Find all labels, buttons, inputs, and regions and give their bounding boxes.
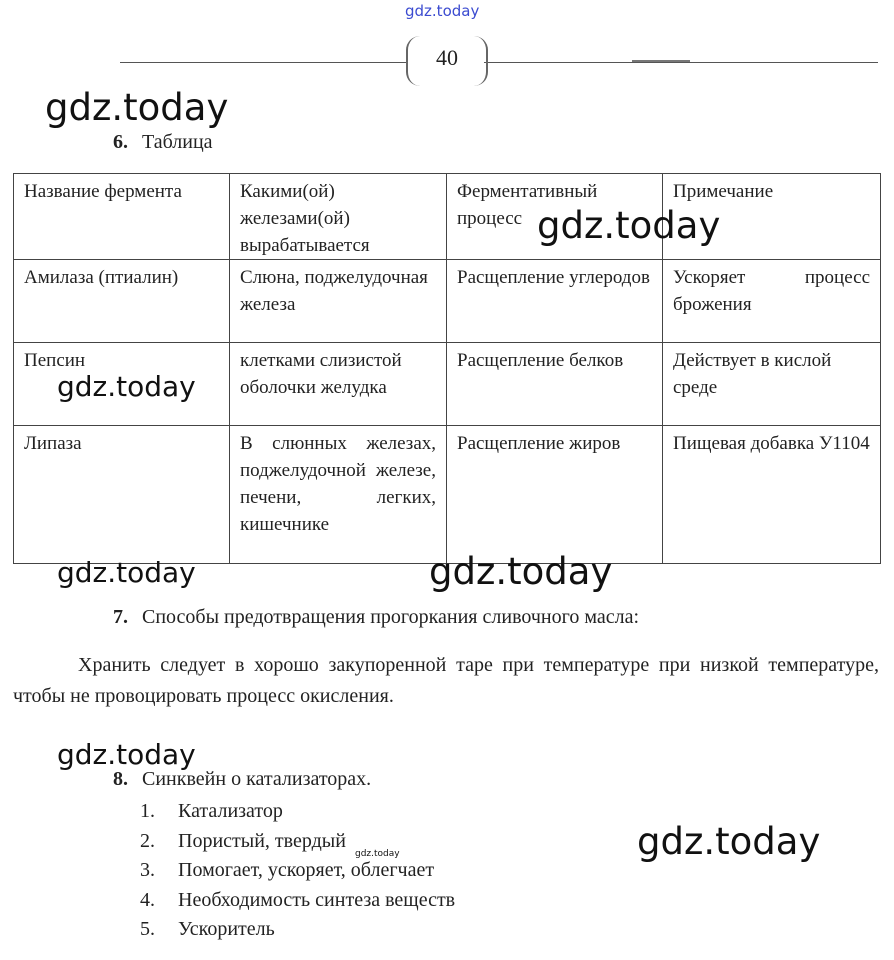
item-text: Катализатор xyxy=(178,800,283,822)
task6-title: Таблица xyxy=(142,131,213,153)
item-number: 3. xyxy=(140,859,155,881)
item-text: Необходимость синтеза веществ xyxy=(178,888,456,911)
list-item xyxy=(140,827,455,857)
table-row xyxy=(14,426,881,564)
task6-number: 6. xyxy=(113,131,128,153)
header-rule-right xyxy=(484,62,878,63)
item-number: 4. xyxy=(140,888,155,911)
table-cell: Расщепление углеродов xyxy=(447,260,663,343)
header-rule-left xyxy=(120,62,406,63)
table-cell: Слюна, поджелудочная железа xyxy=(230,260,447,343)
watermark-top: gdz.today xyxy=(405,2,480,20)
list-item xyxy=(140,886,455,916)
table-cell: клетками слизистой оболочки желудка xyxy=(230,343,447,426)
task7-number: 7. xyxy=(113,606,128,628)
header-rule-accent xyxy=(632,60,690,62)
table-cell: Ускоряет процесс брожения xyxy=(663,260,881,343)
watermark: gdz.today xyxy=(429,550,613,593)
task6-heading xyxy=(113,131,213,154)
watermark: gdz.today xyxy=(57,370,196,403)
watermark: gdz.today xyxy=(45,86,229,129)
item-number: 2. xyxy=(140,829,155,852)
item-number: 1. xyxy=(140,800,155,822)
table-header-cell: Название фермента xyxy=(14,174,230,260)
table-cell: В слюнных железах, поджелудочной железе, печени, легких, кишечнике xyxy=(230,426,447,564)
table-header-cell: Какими(ой) железами(ой) вырабатывается xyxy=(230,174,447,260)
table-cell: Расщепление белков xyxy=(447,343,663,426)
table-cell: Действует в кислой среде xyxy=(663,343,881,426)
task8-heading xyxy=(113,768,371,791)
enzyme-table xyxy=(13,173,881,564)
cinquain-list xyxy=(140,797,455,945)
watermark: gdz.today xyxy=(637,820,821,863)
table-cell: Расщепление жиров xyxy=(447,426,663,564)
table-row xyxy=(14,260,881,343)
list-item xyxy=(140,797,455,827)
watermark: gdz.today xyxy=(57,738,196,771)
table-header-cell: Примечание xyxy=(663,174,881,260)
task8-title: Синквейн о катализаторах. xyxy=(142,768,372,790)
item-text: Помогает, ускоряет, облегчает xyxy=(178,859,435,881)
task7-title: Способы предотвращения прогоркания сливочного масла: xyxy=(142,606,640,628)
list-item xyxy=(140,915,455,945)
item-number: 5. xyxy=(140,918,155,940)
watermark-small: gdz.today xyxy=(355,849,400,859)
watermark: gdz.today xyxy=(537,204,721,247)
list-item xyxy=(140,856,455,886)
page-number: 40 xyxy=(406,36,488,86)
watermark: gdz.today xyxy=(57,556,196,589)
table-cell: Пищевая добавка У1104 xyxy=(663,426,881,564)
task7-answer: Хранить следует в хорошо закупоренной таре при температуре при низкой температуре, чтобы не провоцировать процесс окисления. xyxy=(13,654,879,707)
task8-number: 8. xyxy=(113,768,128,790)
table-cell: Липаза xyxy=(14,426,230,564)
item-text: Ускоритель xyxy=(178,918,275,940)
table-cell: Пепсин xyxy=(14,343,230,426)
table-header-cell: Ферментативный процесс xyxy=(447,174,663,260)
table-cell: Амилаза (птиалин) xyxy=(14,260,230,343)
table-header-row xyxy=(14,174,881,260)
item-text: Пористый, твердый xyxy=(178,829,346,852)
task7-heading xyxy=(113,606,639,629)
